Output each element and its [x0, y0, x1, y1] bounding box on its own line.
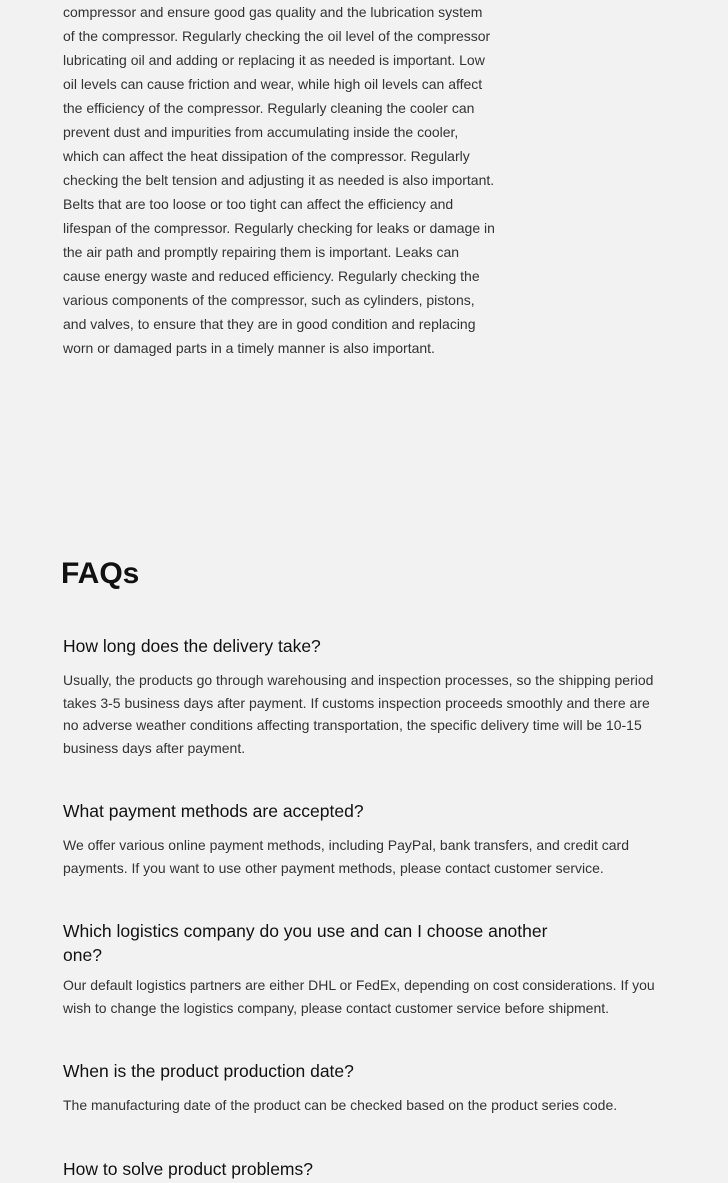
faq-question[interactable]: How long does the delivery take?: [63, 636, 321, 656]
faq-question[interactable]: When is the product production date?: [63, 1061, 354, 1081]
faq-item-product-problems[interactable]: [63, 1157, 663, 1181]
faq-answer: We offer various online payment methods, including PayPal, bank transfers, and credit card payments. If you want to use other payment methods, please contact customer service.: [63, 837, 630, 876]
faq-answer: The manufacturing date of the product can be checked based on the product series code.: [63, 1097, 618, 1113]
faq-answer: Our default logistics partners are either DHL or FedEx, depending on cost considerations. If you wish to change the logistics company, please contact customer service before shipment.: [63, 977, 655, 1016]
faq-heading: FAQs: [61, 557, 140, 590]
faq-item-payment-methods[interactable]: [63, 799, 663, 879]
faq-question[interactable]: How to solve product problems?: [63, 1159, 313, 1179]
faq-item-production-date[interactable]: [63, 1059, 663, 1117]
intro-paragraph: compressor and ensure good gas quality and the lubrication system of the compressor. Regularly checking the oil level of the compressor lubricating oil and adding or replacing it as needed is important. Low oil levels can cause friction and wear, while high oil levels can affect the efficiency of the compressor. Regularly cleaning the cooler can prevent dust and impurities from accumulating inside the cooler, which can affect the heat dissipation of the compressor. Regularly checking the belt tension and adjusting it as needed is also important. Belts that are too loose or too tight can affect the efficiency and lifespan of the compressor. Regularly checking for leaks or damage in the air path and promptly repairing them is important. Leaks can cause energy waste and reduced efficiency. Regularly checking the various components of the compressor, such as cylinders, pistons, and valves, to ensure that they are in good condition and replacing worn or damaged parts in a timely manner is also important.: [63, 4, 495, 356]
faq-question[interactable]: What payment methods are accepted?: [63, 801, 364, 821]
faq-item-delivery-time[interactable]: [63, 634, 663, 759]
faq-question[interactable]: Which logistics company do you use and can I choose another one?: [63, 921, 548, 965]
faq-item-logistics-company[interactable]: [63, 919, 663, 1019]
faq-answer: Usually, the products go through warehousing and inspection processes, so the shipping period takes 3-5 business days after payment. If customs inspection proceeds smoothly and there are no adverse weather conditions affecting transportation, the specific delivery time will be 10-15 business days after payment.: [63, 672, 654, 756]
